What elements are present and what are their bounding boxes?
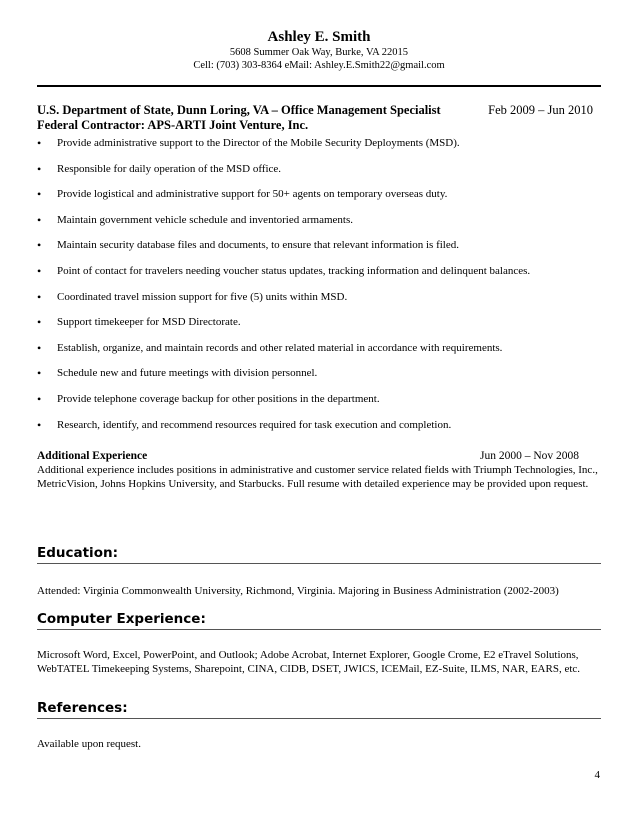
computer-experience-heading: Computer Experience: (37, 611, 601, 630)
list-item: • Establish, organize, and maintain records and other related material in accordance with requirements. (37, 341, 597, 367)
education-text: Attended: Virginia Commonwealth University, Richmond, Virginia. Majoring in Business Administration (2002-2003) (37, 585, 559, 597)
additional-experience-dates: Jun 2000 – Nov 2008 (479, 450, 579, 462)
additional-experience (37, 449, 601, 491)
additional-experience-body: Additional experience includes positions in administrative and customer service related fields with Triumph Technologies, Inc., MetricVision, Johns Hopkins University, and Starbucks. Full resume with detailed experience may be provided upon request. (37, 464, 598, 490)
references-text: Available upon request. (37, 738, 141, 750)
list-item: • Maintain security database files and documents, to ensure that relevant information is filed. (37, 238, 597, 264)
list-item: • Support timekeeper for MSD Directorate. (37, 315, 597, 341)
header-divider (37, 85, 601, 87)
job-contractor-line: Federal Contractor: APS-ARTI Joint Venture, Inc. (37, 118, 309, 132)
list-item: • Provide telephone coverage backup for other positions in the department. (37, 392, 597, 418)
list-item: • Provide logistical and administrative support for 50+ agents on temporary overseas duty. (37, 187, 597, 213)
resume-header (0, 28, 638, 72)
references-heading: References: (37, 700, 601, 719)
candidate-name: Ashley E. Smith (267, 29, 371, 45)
list-item: • Point of contact for travelers needing voucher status updates, tracking information and delinquent balances. (37, 264, 597, 290)
education-heading: Education: (37, 545, 601, 564)
candidate-contact: Cell: (703) 303-8364 eMail: Ashley.E.Smith22@gmail.com (193, 60, 445, 71)
list-item: • Coordinated travel mission support for five (5) units within MSD. (37, 290, 597, 316)
job-duties-list (37, 136, 597, 443)
job-dates: Feb 2009 – Jun 2010 (488, 103, 593, 117)
job-heading (37, 103, 601, 133)
list-item: • Responsible for daily operation of the MSD office. (37, 162, 597, 188)
job-title-line: U.S. Department of State, Dunn Loring, VA – Office Management Specialist (37, 103, 441, 117)
list-item: • Research, identify, and recommend resources required for task execution and completion. (37, 418, 597, 444)
list-item: • Provide administrative support to the Director of the Mobile Security Deployments (MSD). (37, 136, 597, 162)
list-item: • Maintain government vehicle schedule and inventoried armaments. (37, 213, 597, 239)
candidate-address: 5608 Summer Oak Way, Burke, VA 22015 (229, 47, 409, 58)
additional-experience-title: Additional Experience (37, 450, 148, 462)
page-number: 4 (594, 769, 600, 781)
computer-experience-text: Microsoft Word, Excel, PowerPoint, and Outlook; Adobe Acrobat, Internet Explorer, Google Crome, E2 eTravel Solutions, WebTATEL Timekeeping Systems, Sharepoint, CINA, CIDB, DSET, JWICS, ICEMail, EZ-Suite, ILMS, NAR, EARS, etc. (37, 649, 581, 675)
list-item: • Schedule new and future meetings with division personnel. (37, 366, 597, 392)
